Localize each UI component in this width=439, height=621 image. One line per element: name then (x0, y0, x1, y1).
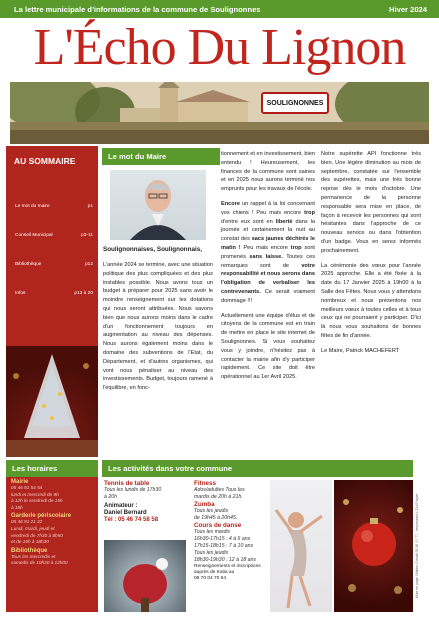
horaires-block-title: Mairie (11, 479, 29, 485)
horaires-line: Tous les mercredis et (11, 553, 56, 559)
village-scene-illustration (10, 82, 429, 144)
editorial-paragraph: Notre supérette API fonctionne très bien. Une légère diminution au mois de septembre, constatée sur l'ensemble des supérettes, mais une très bonne reprise dès le mois d'octobre. Une permanence de la personne responsable sera mise en place, de façon à recevoir les personnes qui sont hésitantes dans l'approche de ce nouveau service ou dans l'obtention d'un badge. Vous en serez informés prochainement. (321, 151, 421, 254)
activity-info: Renseignements et inscriptions (194, 564, 261, 569)
editorial-paragraph: L'année 2024 se termine, avec une situation politique des plus compliquées et des plus instables possible. Nous avons tous un budget à préparer pour 2025 sans avoir le moindre renseignement sur les dotations qui nous seront attribuées. Nous savons bien que nous aurons moins dans le cadre d'un fonctionnement toujours en augmentation au niveau des dépenses. Nous aurons également moins dans le domaine des subventions de l'Etat, du Département, et d'autres organismes, qui vont nous pénaliser au niveau des investissements. Budget, toujours ramené à l'équilibre, en fonc- (103, 262, 213, 392)
horaires-block-title: Garderie périscolaire (11, 513, 72, 520)
activity-schedule: de 19h45 à 20h45. (194, 515, 238, 521)
horaires-block-title: Bibliothèque (11, 547, 48, 554)
editorial-paragraph: tionnement et en investissement, bien entendu ! Heureusement, les finances de la commune sont saines et en 2025 nous aurons terminé nos emprunts pour les travaux de l'école. (221, 151, 315, 193)
horaires-line: Lundi, mardi, jeudi et (11, 525, 55, 531)
toc-item-conseil-municipal[interactable] (15, 233, 93, 238)
horaires-line: 05 46 91 54 54 (11, 485, 43, 490)
activity-schedule: Tous les mardis (194, 529, 231, 535)
mayor-portrait (110, 170, 206, 240)
horaires-garderie (6, 513, 98, 545)
horaires-bibliotheque (6, 548, 98, 567)
horaires-line: à 12h le vendredi de 15h (11, 498, 63, 504)
village-banner-photo (10, 82, 429, 144)
activity-schedule: Tous les lundis de 17h30 (104, 487, 162, 493)
activity-schedule: mardis de 20h à 21h. (194, 494, 243, 500)
activity-schedule: Ados/adultes Tous les (194, 487, 245, 493)
editorial-paragraph: La cérémonie des vœux pour l'année 2025 approche. Elle a été fixée à la date du 17 Janvier 2025 à 19h00 à la Salle des Fêtes. Nous vous y attendons nombreux et nous présentons nos meilleurs vœux à toutes celles et à tous ceux qui ne pourraient y participer. D'ici là nous vous souhaitons de bonnes fêtes de fin d'année. (321, 262, 421, 339)
table-tennis-photo (104, 540, 186, 612)
dancer-photo (270, 480, 332, 612)
baubles-illustration (334, 480, 413, 612)
greeting: Soulignonnaises, Soulignonnais, (103, 246, 203, 253)
dog-reminder-paragraph: Encore un rappel à la loi concernant vos chiens ! Peu mais encore trop d'entre eux sont en liberté dans la journée et certainement la nuit au constat des sacs jaunes déchirés le matin ! Peu mais encore trop sont promenés sans laisse. Toutes ces remarques sont de votre responsabilité et nous serons dans l'obligation de verbaliser les contrevenants. Ce serait vraiment dommage !!! (221, 200, 316, 304)
horaires-line: samedis de 10h30 à 12h00 (11, 560, 68, 566)
sommaire-panel (6, 146, 98, 457)
print-credit: Mise en page l'Atelier Créatif 05 46 17 77 - Impression L'Ouï Papier (415, 493, 419, 599)
christmas-tree-photo (6, 346, 98, 457)
activity-schedule: 17h15-18h15 : 7 à 10 ans (194, 543, 254, 549)
horaires-line: 05 46 91 21 22 (11, 519, 43, 525)
masthead-title: L'Écho Du Lignon (33, 19, 406, 76)
header-bar (0, 0, 439, 18)
toc-item-bibliotheque[interactable] (15, 262, 93, 267)
horaires-line: et de 16h à 18h30 (11, 539, 49, 545)
editorial-column-1 (103, 246, 213, 399)
toc-page: p3-11 (81, 233, 93, 238)
animateur-phone: Tél : 05 46 74 58 58 (104, 517, 159, 523)
activity-title: Zumba (194, 501, 215, 508)
activity-schedule: 18h30-19h30 : 12 à 18 ans (194, 557, 257, 563)
toc-label: Le mot du maire (15, 204, 50, 209)
tennis-de-table-block (104, 480, 188, 524)
animateur-label: Animateur : (104, 503, 138, 509)
sommaire-title: AU SOMMAIRE (14, 156, 76, 166)
activity-schedule: Tous les jeudis (194, 508, 229, 514)
toc-page: p1 (87, 204, 93, 209)
animateur-name: Daniel Bernard (104, 510, 147, 516)
activites-heading: Les activités dans votre commune (102, 460, 413, 477)
toc-item-infos[interactable] (15, 291, 93, 296)
town-sign: SOULIGNONNES (261, 92, 329, 114)
horaires-panel (6, 460, 98, 612)
activity-schedule: à 20h (104, 494, 117, 500)
mot-du-maire-heading: Le mot du Maire (102, 148, 220, 165)
horaires-line: à 18h (11, 504, 23, 510)
table-tennis-illustration (104, 540, 186, 612)
toc-page: p13 à 20 (74, 291, 93, 296)
newsletter-subtitle: La lettre municipale d'informations de la commune de Soulignonnes (14, 4, 261, 14)
activity-schedule: 16h30-17h15 : 4 à 6 ans (194, 536, 251, 542)
activity-info: auprès de Katia au (194, 570, 235, 576)
horaires-title: Les horaires (6, 460, 98, 477)
activity-title: Tennis de table (104, 480, 150, 487)
editorial-column-3 (321, 150, 421, 362)
activity-title: Cours de danse (194, 522, 242, 529)
editorial-column-2 (221, 150, 315, 388)
mayor-portrait-illustration (110, 170, 206, 240)
toc-label: Conseil Municipal (15, 233, 53, 238)
issue-season: Hiver 2024 (389, 4, 427, 14)
christmas-tree-illustration (6, 346, 98, 457)
horaires-line: vendredi de 7h30 à 8h50 (11, 532, 63, 538)
toc-label: Bibliothèque (15, 262, 42, 267)
activity-title: Fitness (194, 480, 217, 487)
activity-schedule: Tous les jeudis (194, 550, 229, 556)
horaires-mairie (6, 479, 98, 511)
mayor-signature: Le Maire, Patrick MACHEFERT (321, 347, 400, 354)
horaires-line: lundi et mercredi de 9h (11, 491, 59, 497)
toc-label: Infos (15, 291, 26, 296)
christmas-baubles-photo (334, 480, 413, 612)
fitness-block (194, 480, 270, 583)
editorial-paragraph: Actuellement une équipe d'élus et de citoyens de la commune est en train de mettre en place le site internet de Soulignonnes. Si vous souhaitez vous y joindre, n'hésitez pas à contacter la mairie afin d'y participer rapidement. Ce site doit être opérationnel au 1er Avril 2025. (221, 312, 315, 381)
activity-info: 06 70 04 70 64 (194, 576, 227, 582)
dancer-illustration (270, 480, 332, 612)
toc-item-mot-du-maire[interactable] (15, 204, 93, 209)
toc-page: p12 (84, 262, 93, 267)
